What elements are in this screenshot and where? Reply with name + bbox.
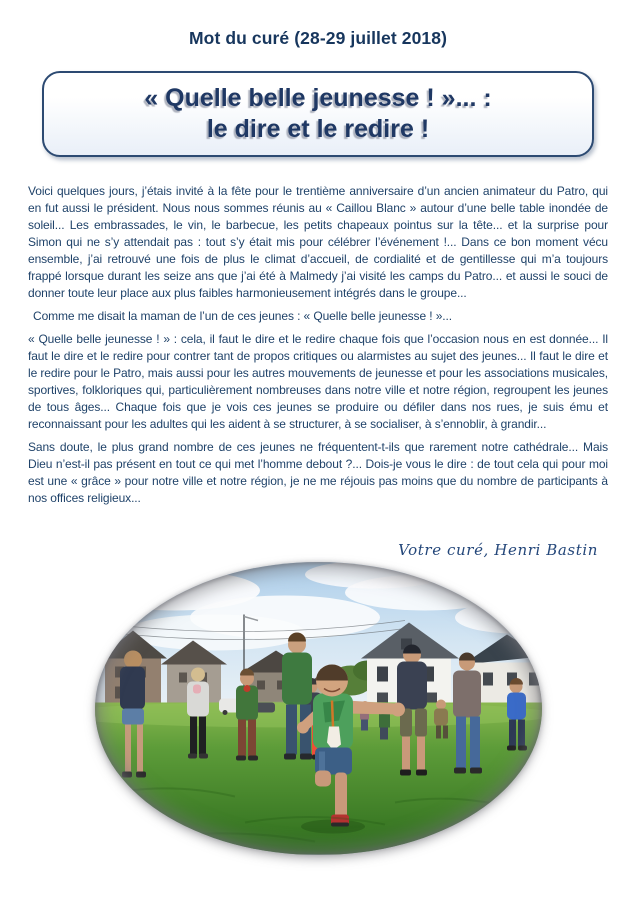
photo-children-field: [95, 562, 542, 855]
quote-line-1: « Quelle belle jeunesse ! »... :: [144, 84, 492, 112]
page-title: Mot du curé (28-29 juillet 2018): [189, 28, 447, 48]
paragraph-1: Voici quelques jours, j’étais invité à la fête pour le trentième anniversaire d’un ancien animateur du Patro, qui en fut aussi le président. Nous nous sommes réunis au « Caillou Blanc » autour d’une belle table inondée de soleil... Les embrassades, le vin, le barbecue, les petits chapeaux pointus sur la tête... et la surprise pour Simon qui ne s’y attendait pas : tout s’y était mis pour célébrer l’événement !... Dans ce bon moment vécu ensemble, j’ai retrouvé une fois de plus le climat d’accueil, de cordialité et de gentillesse qui m’a toujours frappé lorsque durant les seize ans que j’ai été à Malmedy j’ai visité les camps du Patro... et aussi le souci de donner toute leur place aux plus faibles harmonieusement intégrés dans le groupe...: [28, 184, 608, 300]
quote-line-2: le dire et le redire !: [206, 115, 430, 143]
quote-box: [42, 71, 594, 157]
article-body: [28, 183, 608, 513]
signature-text: Votre curé, Henri Bastin: [398, 541, 598, 559]
person-khaki-kid: [434, 700, 448, 739]
photo-scene: [95, 562, 542, 855]
paragraph-4: Sans doute, le plus grand nombre de ces jeunes ne fréquentent-t-ils que rarement notre cathédrale... Mais Dieu n’est-il pas présent en tout ce qui met l’homme debout ?... Dois-je vous le dire : de tout cela qui pour moi est une « grâce » pour notre ville et notre région, je ne me réjouis pas moins que du nombre de participants à nos offices religieux...: [28, 440, 608, 505]
paragraph-2: Comme me disait la maman de l’un de ces jeunes : « Quelle belle jeunesse ! »...: [33, 309, 452, 323]
paragraph-3: « Quelle belle jeunesse ! » : cela, il faut le dire et le redire chaque fois que l’occasion nous en est donnée... Il faut le dire et le redire pour contrer tant de propos critiques ou alarmistes au sujet des jeunes... Il faut le dire et le redire pour le Patro, mais aussi pour les autres mouvements de jeunesse et pour les associations musicales, sportives, folkloriques qui, particulièrement nombreuses dans notre ville et notre région, regroupent les jeunes de tous âges... Chaque fois que je vois ces jeunes se produire ou défiler dans nos rues, je suis ému et reconnaissant pour les adultes qui les aident à se structurer, à se socialiser, à s’ennoblir, à grandir...: [28, 332, 608, 431]
